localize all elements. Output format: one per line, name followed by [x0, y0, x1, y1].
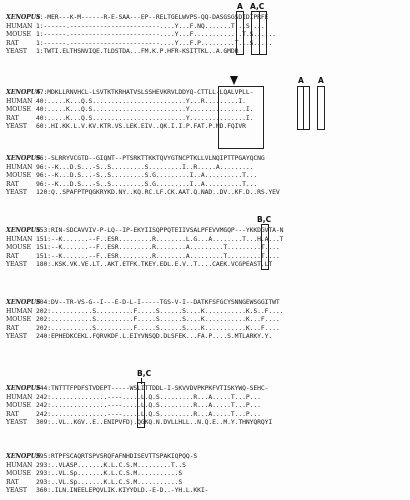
- alignment-row: [6, 47, 406, 56]
- species-label: YEAST: [6, 419, 27, 427]
- alignment-row: [6, 105, 406, 114]
- species-label: XENOPUS: [6, 14, 41, 21]
- insertion-arrow-icon: [230, 76, 238, 85]
- site-label-a: A: [298, 76, 304, 85]
- alignment-row: [6, 469, 406, 478]
- alignment-row: [6, 401, 406, 410]
- sequence-text: 96:-SLRRYVCGTD--GIQNT--PTSRKTTKKTQVYGTNCPTKLLVLNQIPTTPGAYQCNG: [36, 154, 265, 162]
- alignment-row: [6, 315, 406, 324]
- alignment-block-6: [6, 384, 406, 427]
- sequence-text: 47:MDKLLRNVHCL-LSVTKTKRHATVSLSSHEVKRVLDDYQ-CTTLL-LQALVPLL-: [36, 88, 254, 96]
- species-label: MOUSE: [6, 31, 31, 39]
- species-label: RAT: [6, 180, 19, 188]
- sequence-text: 40:.....K...Q.S.........................Y...............I.: [36, 113, 254, 122]
- species-label: MOUSE: [6, 316, 31, 324]
- alignment-row: [6, 260, 406, 269]
- alignment-block-3: [6, 154, 406, 197]
- species-label: HUMAN: [6, 393, 33, 401]
- alignment-row: [6, 122, 406, 131]
- species-label: XENOPUS: [6, 227, 41, 234]
- sequence-text: 1:TWTI.ELTHSNVIQE.TLDSTDA...FM.K.P.HFR-KSITTKL..A.GMDR: [36, 47, 239, 56]
- alignment-row: [6, 410, 406, 419]
- species-label: HUMAN: [6, 235, 33, 243]
- sequence-text: 204:DV--TR-VS-G--I---E-D-L-I-----TGS-V-I--DATKFSFGCYSNNGEWSGGITWT: [36, 298, 280, 306]
- sequence-text: 96:--K...D.S...-S..S.........S.G.........I..A..........T...: [36, 179, 258, 188]
- sequence-text: 1:------.------------------------....Y...F.NQ.......T...S.....: [36, 21, 269, 30]
- species-label: RAT: [6, 252, 19, 260]
- alignment-row: [6, 30, 406, 39]
- sequence-text: 120:Q..SPAFPTPQGKRYKD.NY..KQ.RC.LF.CK.AAT.Q.NAD..DV..KF.D..RS.YEV: [36, 188, 280, 197]
- residue-box: [317, 86, 325, 130]
- sequence-text: 202:...........S..........F.....S......S....K...........K...F....: [36, 323, 280, 332]
- species-label: MOUSE: [6, 402, 31, 410]
- alignment-row: [6, 235, 406, 244]
- residue-box: [137, 382, 145, 428]
- alignment-block-5: [6, 298, 406, 341]
- alignment-row: [6, 226, 406, 235]
- alignment-row: [6, 486, 406, 495]
- residue-box: [303, 86, 310, 130]
- alignment-block-4: [6, 226, 406, 269]
- alignment-row: [6, 452, 406, 461]
- species-label: YEAST: [6, 333, 27, 341]
- alignment-row: [6, 324, 406, 333]
- alignment-row: [6, 307, 406, 316]
- residue-box: [261, 224, 269, 270]
- sequence-text: 295:RTPFSCAQRTSPVSRQFAFNHDISEVTTSPAKIQPQQ-S: [36, 452, 198, 460]
- alignment-row: [6, 88, 406, 97]
- species-label: XENOPUS: [6, 453, 41, 460]
- species-label: YEAST: [6, 189, 27, 197]
- alignment-row: [6, 22, 406, 31]
- sequence-text: 202:...........S..........F.....S......S....K...........K...F....: [36, 315, 280, 324]
- sequence-text: 151:--K.......--F..ESR.........R........L.G...A........T...H.A...T: [36, 234, 284, 243]
- sequence-text: 151:--K.......--F..ESR.........R........A.........T.........T....: [36, 251, 280, 260]
- species-label: YEAST: [6, 48, 27, 56]
- sequence-text: 40:.....K...Q.S.........................Y...............I.: [36, 105, 254, 114]
- species-label: MOUSE: [6, 172, 31, 180]
- sequence-text: 151:--K.......--F..ESR.........R........A.........T.........T....: [36, 243, 280, 252]
- sequence-text: 153:RIN-SDCAVVIV-P-LQ--IP-EKYIISQPPQTEIIVSALPFEVVMGQP---YKKDGVTA-N: [36, 226, 284, 234]
- species-label: HUMAN: [6, 163, 33, 171]
- alignment-row: [6, 154, 406, 163]
- alignment-block-1: [6, 13, 406, 56]
- alignment-row: [6, 418, 406, 427]
- species-label: YEAST: [6, 123, 27, 131]
- residue-box: [259, 11, 267, 55]
- site-label-a: A: [318, 76, 324, 85]
- species-label: RAT: [6, 478, 19, 486]
- species-label: XENOPUS: [6, 299, 41, 306]
- species-label: HUMAN: [6, 307, 33, 315]
- sequence-text: 1:------.------------------------....Y...F.............T.S......: [36, 30, 276, 39]
- species-label: MOUSE: [6, 244, 31, 252]
- sequence-text: 1:------.------------------------....Y...F.P.........T...S.....: [36, 38, 273, 47]
- species-label: MOUSE: [6, 106, 31, 114]
- species-label: XENOPUS: [6, 155, 41, 162]
- residue-box: [236, 11, 244, 55]
- site-label-bc: B,C: [257, 215, 272, 224]
- species-label: HUMAN: [6, 97, 33, 105]
- species-label: HUMAN: [6, 461, 33, 469]
- alignment-row: [6, 180, 406, 189]
- alignment-row: [6, 478, 406, 487]
- alignment-row: [6, 393, 406, 402]
- sequence-text: 242:...............----.....L.Q.S.........R...A.....T...P...: [36, 409, 261, 418]
- alignment-row: [6, 114, 406, 123]
- alignment-row: [6, 243, 406, 252]
- alignment-row: [6, 171, 406, 180]
- species-label: RAT: [6, 114, 19, 122]
- sequence-text: 242:...............----.....L.Q.S.........R...A.....T...P...: [36, 401, 261, 410]
- species-label: RAT: [6, 324, 19, 332]
- sequence-text: 244:TNTTTFPDFSTVDEPT-----WSLITTDDL-I-SKVVDVPKPKFVTISKYWQ-SEHC-: [36, 384, 269, 392]
- species-label: RAT: [6, 39, 19, 47]
- species-label: HUMAN: [6, 22, 33, 30]
- sequence-text: 40:.....K...Q.S.........................Y...R.........I.: [36, 96, 246, 105]
- species-label: XENOPUS: [6, 89, 41, 96]
- sequence-text: 360:.ILN.INEELEPQVLIK.KIYYDLD.-E-D..-YH.L.KKI-: [36, 486, 209, 495]
- region-box: [218, 86, 264, 149]
- species-label: YEAST: [6, 261, 27, 269]
- alignment-row: [6, 188, 406, 197]
- site-label-bc: B,C: [137, 369, 152, 378]
- alignment-block-7: [6, 452, 406, 495]
- sequence-text: 293:..VL.Sp.......K.L.C.S.M...........S: [36, 477, 183, 486]
- species-label: RAT: [6, 410, 19, 418]
- alignment-row: [6, 252, 406, 261]
- sequence-text: 96:--K...D.S...-S..S.........S.........I..R.....A.........: [36, 162, 254, 171]
- site-label-a: A: [237, 2, 243, 11]
- sequence-text: 1:-MER---K-M------R-E-SAA---EP--RELTGELWVPS-QQ-DASGSGSDIDIPRFE: [36, 13, 269, 21]
- alignment-row: [6, 97, 406, 106]
- sequence-text: 293:..VL.Sp.......K.L.C.S.M...........S: [36, 469, 183, 478]
- site-label-ac: A,C: [250, 2, 265, 11]
- alignment-block-2: [6, 88, 406, 131]
- alignment-row: [6, 13, 406, 22]
- alignment-row: [6, 39, 406, 48]
- sequence-text: 60:.HI.KK.L.V.KV.KTR.VS.LEK.EIV..QK.I.I.P.FAT.P.ND.FQIVR: [36, 122, 246, 131]
- sequence-text: 202:...........S..........F.....S......S....K...........K.S..F....: [36, 306, 284, 315]
- alignment-row: [6, 332, 406, 341]
- alignment-row: [6, 461, 406, 470]
- sequence-text: 240:EPHEDKCEKL.FQRVKDF.L.EIYVNSQD.DLSFEK...FA.P....S.MTLARKY.Y.: [36, 332, 273, 341]
- alignment-row: [6, 384, 406, 393]
- sequence-text: 180:.KSK.VK.VE.LT..AKT.ETFK.TKEY.EDL.E.V..T....CAEK.VCGPEAST.LT: [36, 260, 273, 269]
- sequence-text: 242:...............----.....L.Q.S.........R...A.....T...P...: [36, 392, 261, 401]
- alignment-row: [6, 163, 406, 172]
- species-label: XENOPUS: [6, 385, 41, 392]
- species-label: MOUSE: [6, 470, 31, 478]
- alignment-row: [6, 298, 406, 307]
- sequence-text: 293:..VLASP.......K.L.C.S.M.........T..S: [36, 460, 186, 469]
- sequence-text: 309:..VL..KGV..E..ENIPVFD).QGKQ.N.DVLLHLL..N.Q.E..M.Y.THNYQRQYI: [36, 418, 273, 427]
- sequence-text: 96:--K...D.S...-S..S.........S.G.........I..A..........T...: [36, 171, 258, 180]
- species-label: YEAST: [6, 487, 27, 495]
